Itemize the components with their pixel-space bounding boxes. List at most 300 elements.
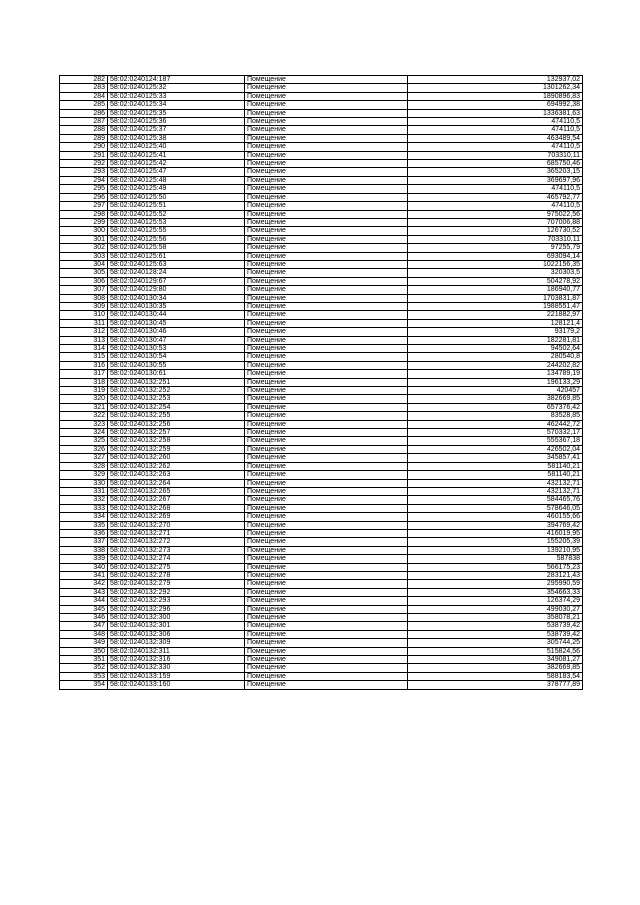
- object-type: Помещение: [245, 479, 408, 487]
- cadastral-number: 58:02:0240125:51: [108, 202, 245, 210]
- object-type: Помещение: [245, 118, 408, 126]
- cadastral-number: 58:02:0240130:47: [108, 336, 245, 344]
- table-row: [60, 639, 583, 647]
- cadastral-value: 694992,38: [408, 101, 583, 109]
- cadastral-number: 58:02:0240132:253: [108, 395, 245, 403]
- object-type: Помещение: [245, 319, 408, 327]
- table-row: [60, 614, 583, 622]
- object-type: Помещение: [245, 101, 408, 109]
- table-row: [60, 252, 583, 260]
- object-type: Помещение: [245, 403, 408, 411]
- table-row: [60, 134, 583, 142]
- cadastral-number: 58:02:0240130:34: [108, 294, 245, 302]
- cadastral-number: 58:02:0240132:316: [108, 656, 245, 664]
- cadastral-number: 58:02:0240132:254: [108, 403, 245, 411]
- object-type: Помещение: [245, 580, 408, 588]
- row-number: 352: [60, 664, 108, 672]
- cadastral-value: 97255,79: [408, 244, 583, 252]
- row-number: 337: [60, 538, 108, 546]
- object-type: Помещение: [245, 597, 408, 605]
- cadastral-number: 58:02:0240132:252: [108, 387, 245, 395]
- cadastral-value: 1988551,47: [408, 302, 583, 310]
- cadastral-number: 58:02:0240132:311: [108, 647, 245, 655]
- object-type: Помещение: [245, 260, 408, 268]
- cadastral-number: 58:02:0240132:267: [108, 496, 245, 504]
- cadastral-number: 58:02:0240125:33: [108, 92, 245, 100]
- object-type: Помещение: [245, 302, 408, 310]
- row-number: 325: [60, 437, 108, 445]
- cadastral-value: 538739,42: [408, 630, 583, 638]
- row-number: 333: [60, 504, 108, 512]
- object-type: Помещение: [245, 244, 408, 252]
- cadastral-number: 58:02:0240132:296: [108, 605, 245, 613]
- cadastral-value: 283121,43: [408, 571, 583, 579]
- table-row: [60, 370, 583, 378]
- cadastral-number: 58:02:0240125:53: [108, 218, 245, 226]
- table-row: [60, 244, 583, 252]
- cadastral-value: 182281,81: [408, 336, 583, 344]
- cadastral-number: 58:02:0240132:257: [108, 429, 245, 437]
- cadastral-value: 499030,27: [408, 605, 583, 613]
- cadastral-value: 703310,11: [408, 235, 583, 243]
- table-row: [60, 437, 583, 445]
- row-number: 300: [60, 227, 108, 235]
- object-type: Помещение: [245, 378, 408, 386]
- cadastral-number: 58:02:0240132:274: [108, 555, 245, 563]
- table-row: [60, 126, 583, 134]
- object-type: Помещение: [245, 429, 408, 437]
- row-number: 331: [60, 487, 108, 495]
- cadastral-value: 126374,29: [408, 597, 583, 605]
- row-number: 297: [60, 202, 108, 210]
- row-number: 351: [60, 656, 108, 664]
- row-number: 289: [60, 134, 108, 142]
- cadastral-value: 1301262,34: [408, 84, 583, 92]
- cadastral-value: 587838: [408, 555, 583, 563]
- cadastral-number: 58:02:0240125:58: [108, 244, 245, 252]
- cadastral-value: 345857,41: [408, 454, 583, 462]
- table-row: [60, 513, 583, 521]
- cadastral-number: 58:02:0240132:258: [108, 437, 245, 445]
- cadastral-value: 1890896,83: [408, 92, 583, 100]
- cadastral-number: 58:02:0240125:48: [108, 176, 245, 184]
- table-row: [60, 185, 583, 193]
- table-row: [60, 672, 583, 680]
- object-type: Помещение: [245, 664, 408, 672]
- table-row: [60, 546, 583, 554]
- row-number: 317: [60, 370, 108, 378]
- object-type: Помещение: [245, 210, 408, 218]
- cadastral-value: 538739,42: [408, 622, 583, 630]
- cadastral-value: 295990,59: [408, 580, 583, 588]
- row-number: 285: [60, 101, 108, 109]
- object-type: Помещение: [245, 92, 408, 100]
- cadastral-number: 58:02:0240125:61: [108, 252, 245, 260]
- table-row: [60, 176, 583, 184]
- table-row: [60, 210, 583, 218]
- cadastral-number: 58:02:0240130:45: [108, 319, 245, 327]
- object-type: Помещение: [245, 134, 408, 142]
- table-row: [60, 420, 583, 428]
- cadastral-value: 378777,89: [408, 681, 583, 689]
- object-type: Помещение: [245, 571, 408, 579]
- table-row: [60, 193, 583, 201]
- table-row: [60, 605, 583, 613]
- row-number: 322: [60, 412, 108, 420]
- object-type: Помещение: [245, 454, 408, 462]
- table-row: [60, 168, 583, 176]
- object-type: Помещение: [245, 176, 408, 184]
- table-row: [60, 521, 583, 529]
- cadastral-value: 354663,33: [408, 588, 583, 596]
- table-row: [60, 260, 583, 268]
- cadastral-value: 570332,17: [408, 429, 583, 437]
- cadastral-value: 474110,5: [408, 202, 583, 210]
- cadastral-number: 58:02:0240132:279: [108, 580, 245, 588]
- table-row: [60, 479, 583, 487]
- row-number: 282: [60, 76, 108, 84]
- row-number: 313: [60, 336, 108, 344]
- row-number: 307: [60, 286, 108, 294]
- object-type: Помещение: [245, 328, 408, 336]
- cadastral-value: 128121,4: [408, 319, 583, 327]
- row-number: 309: [60, 302, 108, 310]
- object-type: Помещение: [245, 630, 408, 638]
- object-type: Помещение: [245, 311, 408, 319]
- cadastral-value: 578646,05: [408, 504, 583, 512]
- object-type: Помещение: [245, 513, 408, 521]
- table-row: [60, 118, 583, 126]
- table-row: [60, 580, 583, 588]
- row-number: 302: [60, 244, 108, 252]
- cadastral-value: 657376,42: [408, 403, 583, 411]
- table-row: [60, 277, 583, 285]
- object-type: Помещение: [245, 151, 408, 159]
- table-row: [60, 681, 583, 689]
- cadastral-number: 58:02:0240130:61: [108, 370, 245, 378]
- row-number: 354: [60, 681, 108, 689]
- cadastral-value: 474110,5: [408, 126, 583, 134]
- table-row: [60, 395, 583, 403]
- cadastral-number: 58:02:0240132:306: [108, 630, 245, 638]
- cadastral-value: 382669,85: [408, 395, 583, 403]
- cadastral-number: 58:02:0240132:264: [108, 479, 245, 487]
- table-row: [60, 630, 583, 638]
- object-type: Помещение: [245, 370, 408, 378]
- row-number: 299: [60, 218, 108, 226]
- table-row: [60, 462, 583, 470]
- row-number: 303: [60, 252, 108, 260]
- cadastral-number: 58:02:0240132:269: [108, 513, 245, 521]
- cadastral-value: 566175,23: [408, 563, 583, 571]
- table-row: [60, 319, 583, 327]
- object-type: Помещение: [245, 109, 408, 117]
- table-row: [60, 109, 583, 117]
- cadastral-value: 432132,71: [408, 487, 583, 495]
- cadastral-number: 58:02:0240125:47: [108, 168, 245, 176]
- cadastral-value: 382669,85: [408, 664, 583, 672]
- row-number: 350: [60, 647, 108, 655]
- row-number: 311: [60, 319, 108, 327]
- cadastral-value: 365203,15: [408, 168, 583, 176]
- table-row: [60, 563, 583, 571]
- row-number: 286: [60, 109, 108, 117]
- cadastral-value: 358078,21: [408, 614, 583, 622]
- cadastral-value: 416019,95: [408, 529, 583, 537]
- object-type: Помещение: [245, 202, 408, 210]
- row-number: 292: [60, 160, 108, 168]
- cadastral-value: 1336381,63: [408, 109, 583, 117]
- object-type: Помещение: [245, 168, 408, 176]
- cadastral-number: 58:02:0240130:44: [108, 311, 245, 319]
- cadastral-number: 58:02:0240133:159: [108, 672, 245, 680]
- object-type: Помещение: [245, 614, 408, 622]
- object-type: Помещение: [245, 681, 408, 689]
- cadastral-value: 426502,04: [408, 445, 583, 453]
- table-row: [60, 454, 583, 462]
- cadastral-value: 581140,21: [408, 462, 583, 470]
- cadastral-value: 305744,25: [408, 639, 583, 647]
- row-number: 327: [60, 454, 108, 462]
- object-type: Помещение: [245, 269, 408, 277]
- table-row: [60, 378, 583, 386]
- row-number: 315: [60, 353, 108, 361]
- row-number: 283: [60, 84, 108, 92]
- table-row: [60, 588, 583, 596]
- cadastral-value: 221882,97: [408, 311, 583, 319]
- object-type: Помещение: [245, 252, 408, 260]
- cadastral-number: 58:02:0240125:56: [108, 235, 245, 243]
- cadastral-value: 349081,27: [408, 656, 583, 664]
- cadastral-value: 474110,5: [408, 143, 583, 151]
- object-type: Помещение: [245, 235, 408, 243]
- object-type: Помещение: [245, 521, 408, 529]
- cadastral-value: 581140,21: [408, 471, 583, 479]
- cadastral-number: 58:02:0240125:63: [108, 260, 245, 268]
- cadastral-value: 693094,14: [408, 252, 583, 260]
- table-row: [60, 227, 583, 235]
- cadastral-number: 58:02:0240124:187: [108, 76, 245, 84]
- table-row: [60, 302, 583, 310]
- cadastral-value: 132937,02: [408, 76, 583, 84]
- cadastral-number: 58:02:0240132:259: [108, 445, 245, 453]
- table-row: [60, 311, 583, 319]
- cadastral-number: 58:02:0240133:160: [108, 681, 245, 689]
- cadastral-number: 58:02:0240125:52: [108, 210, 245, 218]
- cadastral-value: 588183,54: [408, 672, 583, 680]
- cadastral-value: 460155,66: [408, 513, 583, 521]
- object-type: Помещение: [245, 84, 408, 92]
- row-number: 296: [60, 193, 108, 201]
- object-type: Помещение: [245, 437, 408, 445]
- row-number: 319: [60, 387, 108, 395]
- cadastral-value: 244202,82: [408, 361, 583, 369]
- cadastral-value: 1703831,87: [408, 294, 583, 302]
- row-number: 346: [60, 614, 108, 622]
- table-row: [60, 647, 583, 655]
- cadastral-number: 58:02:0240125:32: [108, 84, 245, 92]
- object-type: Помещение: [245, 336, 408, 344]
- row-number: 288: [60, 126, 108, 134]
- table-row: [60, 656, 583, 664]
- table-row: [60, 345, 583, 353]
- cadastral-number: 58:02:0240132:260: [108, 454, 245, 462]
- cadastral-number: 58:02:0240132:256: [108, 420, 245, 428]
- object-type: Помещение: [245, 529, 408, 537]
- object-type: Помещение: [245, 353, 408, 361]
- row-number: 306: [60, 277, 108, 285]
- row-number: 334: [60, 513, 108, 521]
- row-number: 284: [60, 92, 108, 100]
- object-type: Помещение: [245, 588, 408, 596]
- table-row: [60, 101, 583, 109]
- object-type: Помещение: [245, 546, 408, 554]
- cadastral-value: 463489,54: [408, 134, 583, 142]
- row-number: 348: [60, 630, 108, 638]
- row-number: 338: [60, 546, 108, 554]
- cadastral-number: 58:02:0240128:24: [108, 269, 245, 277]
- row-number: 345: [60, 605, 108, 613]
- row-number: 308: [60, 294, 108, 302]
- table-row: [60, 336, 583, 344]
- table-row: [60, 235, 583, 243]
- object-type: Помещение: [245, 143, 408, 151]
- row-number: 324: [60, 429, 108, 437]
- cadastral-value: 975022,56: [408, 210, 583, 218]
- cadastral-value: 320303,5: [408, 269, 583, 277]
- row-number: 349: [60, 639, 108, 647]
- table-row: [60, 76, 583, 84]
- cadastral-number: 58:02:0240132:262: [108, 462, 245, 470]
- table-row: [60, 143, 583, 151]
- cadastral-number: 58:02:0240129:80: [108, 286, 245, 294]
- object-type: Помещение: [245, 277, 408, 285]
- row-number: 305: [60, 269, 108, 277]
- row-number: 318: [60, 378, 108, 386]
- cadastral-number: 58:02:0240132:270: [108, 521, 245, 529]
- table-body: [60, 76, 583, 690]
- table-row: [60, 294, 583, 302]
- cadastral-number: 58:02:0240132:272: [108, 538, 245, 546]
- cadastral-number: 58:02:0240130:53: [108, 345, 245, 353]
- cadastral-number: 58:02:0240125:37: [108, 126, 245, 134]
- row-number: 312: [60, 328, 108, 336]
- cadastral-value: 584465,76: [408, 496, 583, 504]
- row-number: 344: [60, 597, 108, 605]
- object-type: Помещение: [245, 563, 408, 571]
- row-number: 335: [60, 521, 108, 529]
- object-type: Помещение: [245, 193, 408, 201]
- row-number: 314: [60, 345, 108, 353]
- object-type: Помещение: [245, 487, 408, 495]
- table-row: [60, 471, 583, 479]
- row-number: 340: [60, 563, 108, 571]
- cadastral-value: 703310,11: [408, 151, 583, 159]
- object-type: Помещение: [245, 345, 408, 353]
- table-row: [60, 622, 583, 630]
- object-type: Помещение: [245, 185, 408, 193]
- row-number: 332: [60, 496, 108, 504]
- cadastral-value: 432132,71: [408, 479, 583, 487]
- cadastral-number: 58:02:0240125:50: [108, 193, 245, 201]
- cadastral-value: 685750,46: [408, 160, 583, 168]
- cadastral-number: 58:02:0240125:42: [108, 160, 245, 168]
- table-row: [60, 218, 583, 226]
- object-type: Помещение: [245, 420, 408, 428]
- row-number: 342: [60, 580, 108, 588]
- object-type: Помещение: [245, 76, 408, 84]
- cadastral-value: 462442,72: [408, 420, 583, 428]
- row-number: 339: [60, 555, 108, 563]
- cadastral-value: 94502,64: [408, 345, 583, 353]
- cadastral-number: 58:02:0240132:271: [108, 529, 245, 537]
- row-number: 328: [60, 462, 108, 470]
- cadastral-value: 186940,77: [408, 286, 583, 294]
- row-number: 323: [60, 420, 108, 428]
- row-number: 304: [60, 260, 108, 268]
- table-row: [60, 664, 583, 672]
- object-type: Помещение: [245, 395, 408, 403]
- cadastral-value: 465792,77: [408, 193, 583, 201]
- cadastral-number: 58:02:0240125:34: [108, 101, 245, 109]
- table-row: [60, 361, 583, 369]
- row-number: 347: [60, 622, 108, 630]
- row-number: 330: [60, 479, 108, 487]
- row-number: 293: [60, 168, 108, 176]
- object-type: Помещение: [245, 647, 408, 655]
- object-type: Помещение: [245, 538, 408, 546]
- table-row: [60, 529, 583, 537]
- cadastral-value: 369697,96: [408, 176, 583, 184]
- cadastral-number: 58:02:0240132:273: [108, 546, 245, 554]
- object-type: Помещение: [245, 639, 408, 647]
- table-row: [60, 571, 583, 579]
- cadastral-number: 58:02:0240132:255: [108, 412, 245, 420]
- cadastral-number: 58:02:0240125:41: [108, 151, 245, 159]
- object-type: Помещение: [245, 471, 408, 479]
- cadastral-number: 58:02:0240132:278: [108, 571, 245, 579]
- cadastral-number: 58:02:0240132:275: [108, 563, 245, 571]
- cadastral-number: 58:02:0240132:265: [108, 487, 245, 495]
- table-row: [60, 412, 583, 420]
- object-type: Помещение: [245, 605, 408, 613]
- cadastral-number: 58:02:0240132:268: [108, 504, 245, 512]
- row-number: 291: [60, 151, 108, 159]
- object-type: Помещение: [245, 160, 408, 168]
- object-type: Помещение: [245, 387, 408, 395]
- table-row: [60, 286, 583, 294]
- object-type: Помещение: [245, 496, 408, 504]
- row-number: 341: [60, 571, 108, 579]
- object-type: Помещение: [245, 555, 408, 563]
- table-row: [60, 555, 583, 563]
- cadastral-value: 83528,85: [408, 412, 583, 420]
- cadastral-number: 58:02:0240132:251: [108, 378, 245, 386]
- cadastral-number: 58:02:0240132:300: [108, 614, 245, 622]
- row-number: 295: [60, 185, 108, 193]
- table-row: [60, 403, 583, 411]
- cadastral-number: 58:02:0240132:301: [108, 622, 245, 630]
- cadastral-number: 58:02:0240132:309: [108, 639, 245, 647]
- cadastral-value: 126730,52: [408, 227, 583, 235]
- cadastral-number: 58:02:0240130:46: [108, 328, 245, 336]
- row-number: 301: [60, 235, 108, 243]
- row-number: 316: [60, 361, 108, 369]
- cadastral-value: 134789,19: [408, 370, 583, 378]
- table-row: [60, 160, 583, 168]
- row-number: 326: [60, 445, 108, 453]
- cadastral-number: 58:02:0240132:293: [108, 597, 245, 605]
